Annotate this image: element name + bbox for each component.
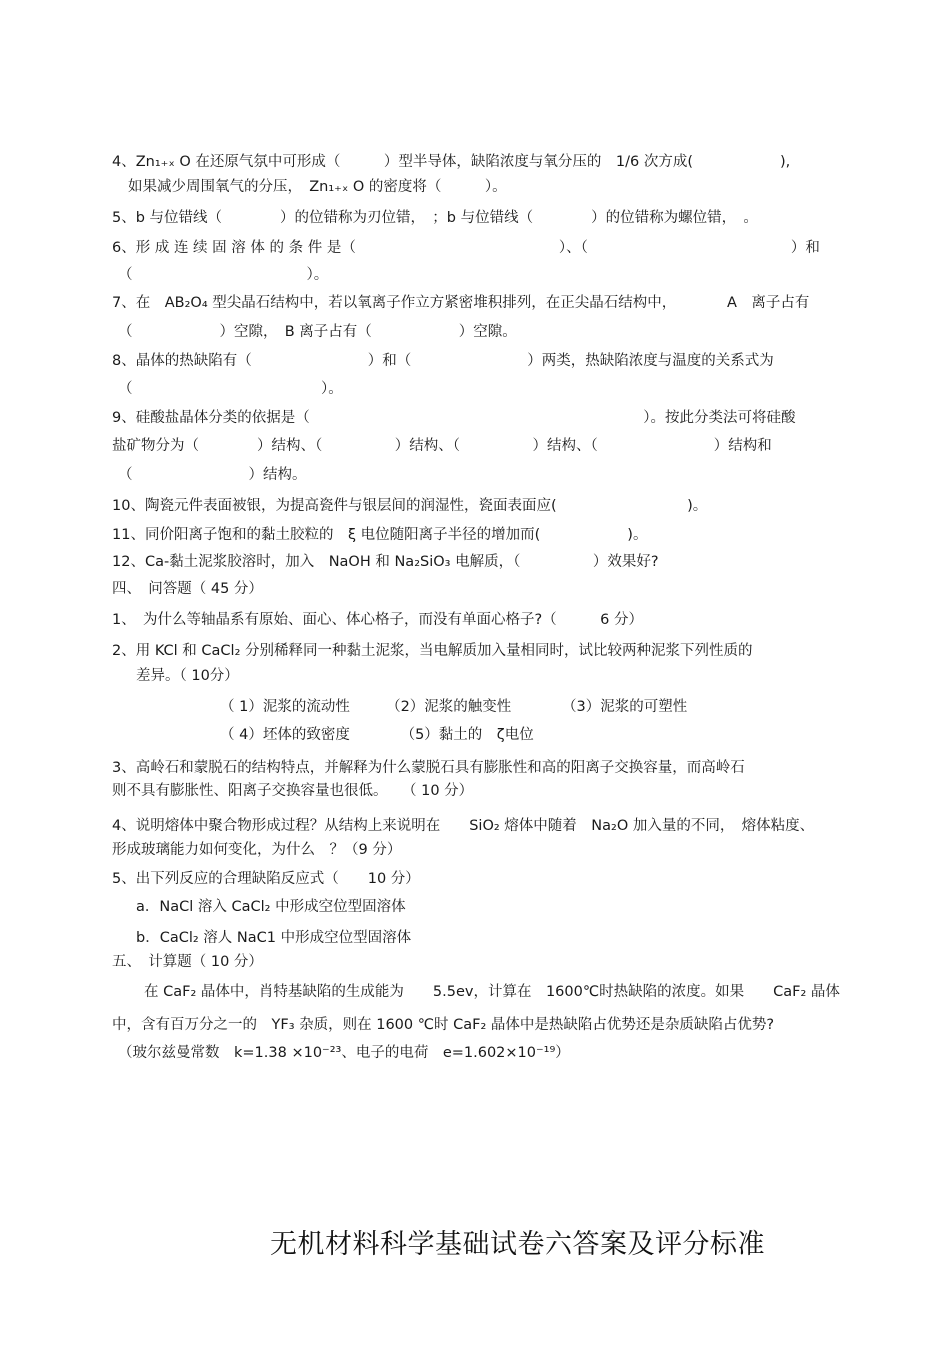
calc-line-2: 中，含有百万分之一的 YF₃ 杂质，则在 1600 ℃时 CaF₂ 晶体中是热缺陷占优势还是杂质缺陷占优势? — [112, 1017, 775, 1033]
question-7-line-1: 7、在 AB₂O₄ 型尖晶石结构中，若以氧离子作立方紧密堆积排列，在正尖晶石结构中， A 离子占有 — [112, 295, 810, 311]
calc-constants: （玻尔兹曼常数 k=1.38 ×10⁻²³、电子的电荷 e=1.602×10⁻¹⁹） — [118, 1045, 570, 1061]
qa-5-heading: 5、出下列反应的合理缺陷反应式（ 10 分） — [112, 871, 420, 887]
question-6-line-1: 6、形 成 连 续 固 溶 体 的 条 件 是（ ）、（ ）和 — [112, 240, 820, 256]
question-12: 12、Ca-黏土泥浆胶溶时，加入 NaOH 和 Na₂SiO₃ 电解质，（ ）效果好? — [112, 554, 659, 570]
qa-2-line-2: 差异。（ 10分） — [136, 668, 239, 684]
qa-5-item-b: b．CaCl₂ 溶人 NaC1 中形成空位型固溶体 — [136, 930, 412, 946]
calc-line-1: 在 CaF₂ 晶体中，肖特基缺陷的生成能为 5.5ev，计算在 1600℃时热缺陷的浓度。如果 CaF₂ 晶体 — [144, 984, 840, 1000]
answer-key-title: 无机材料科学基础试卷六答案及评分标准 — [270, 1229, 765, 1260]
question-9-line-1: 9、硅酸盐晶体分类的依据是（ ）。按此分类法可将硅酸 — [112, 410, 796, 426]
qa-5-item-a: a．NaCl 溶入 CaCl₂ 中形成空位型固溶体 — [136, 899, 406, 915]
qa-2-items-row-2: （ 4）坯体的致密度 （5）黏土的 ζ电位 — [220, 727, 534, 743]
qa-4-line-2: 形成玻璃能力如何变化，为什么 ？（9 分） — [112, 842, 402, 858]
section-5-heading: 五、 计算题（ 10 分） — [112, 954, 263, 970]
question-8-line-2: （ ）。 — [118, 381, 343, 397]
question-6-line-2: （ ）。 — [118, 267, 329, 283]
question-9-line-3: （ ）结构。 — [118, 467, 307, 483]
question-10: 10、陶瓷元件表面被银，为提高瓷件与银层间的润湿性，瓷面表面应( )。 — [112, 498, 708, 514]
question-7-line-2: （ ）空隙， B 离子占有（ ）空隙。 — [118, 324, 517, 340]
question-11: 11、同价阳离子饱和的黏土胶粒的 ξ 电位随阳离子半径的增加而( )。 — [112, 527, 648, 543]
question-4-line-2: 如果减少周围氧气的分压， Zn₁₊ₓ O 的密度将（ ）。 — [128, 179, 507, 195]
qa-1: 1、 为什么等轴晶系有原始、面心、体心格子，而没有单面心格子?（ 6 分） — [112, 612, 644, 628]
section-4-heading: 四、 问答题（ 45 分） — [112, 581, 263, 597]
question-9-line-2: 盐矿物分为（ ）结构、（ ）结构、（ ）结构、（ ）结构和 — [112, 438, 772, 454]
qa-3-line-1: 3、高岭石和蒙脱石的结构特点，并解释为什么蒙脱石具有膨胀性和高的阳离子交换容量，而高岭石 — [112, 760, 745, 776]
question-4-line-1: 4、Zn₁₊ₓ O 在还原气氛中可形成（ ）型半导体，缺陷浓度与氧分压的 1/6 次方成( ), — [112, 154, 791, 170]
question-8-line-1: 8、晶体的热缺陷有（ ）和（ ）两类，热缺陷浓度与温度的关系式为 — [112, 353, 774, 369]
qa-2-line-1: 2、用 KCl 和 CaCl₂ 分别稀释同一种黏土泥浆，当电解质加入量相同时，试比较两种泥浆下列性质的 — [112, 643, 753, 659]
qa-4-line-1: 4、说明熔体中聚合物形成过程？从结构上来说明在 SiO₂ 熔体中随着 Na₂O 加入量的不同， 熔体粘度、 — [112, 818, 815, 834]
qa-2-items-row-1: （ 1）泥浆的流动性 （2）泥浆的触变性 （3）泥浆的可塑性 — [220, 699, 688, 715]
qa-3-line-2: 则不具有膨胀性、阳离子交换容量也很低。 （ 10 分） — [112, 783, 474, 799]
question-5: 5、b 与位错线（ ）的位错称为刃位错， ；b 与位错线（ ）的位错称为螺位错， 。 — [112, 210, 758, 226]
